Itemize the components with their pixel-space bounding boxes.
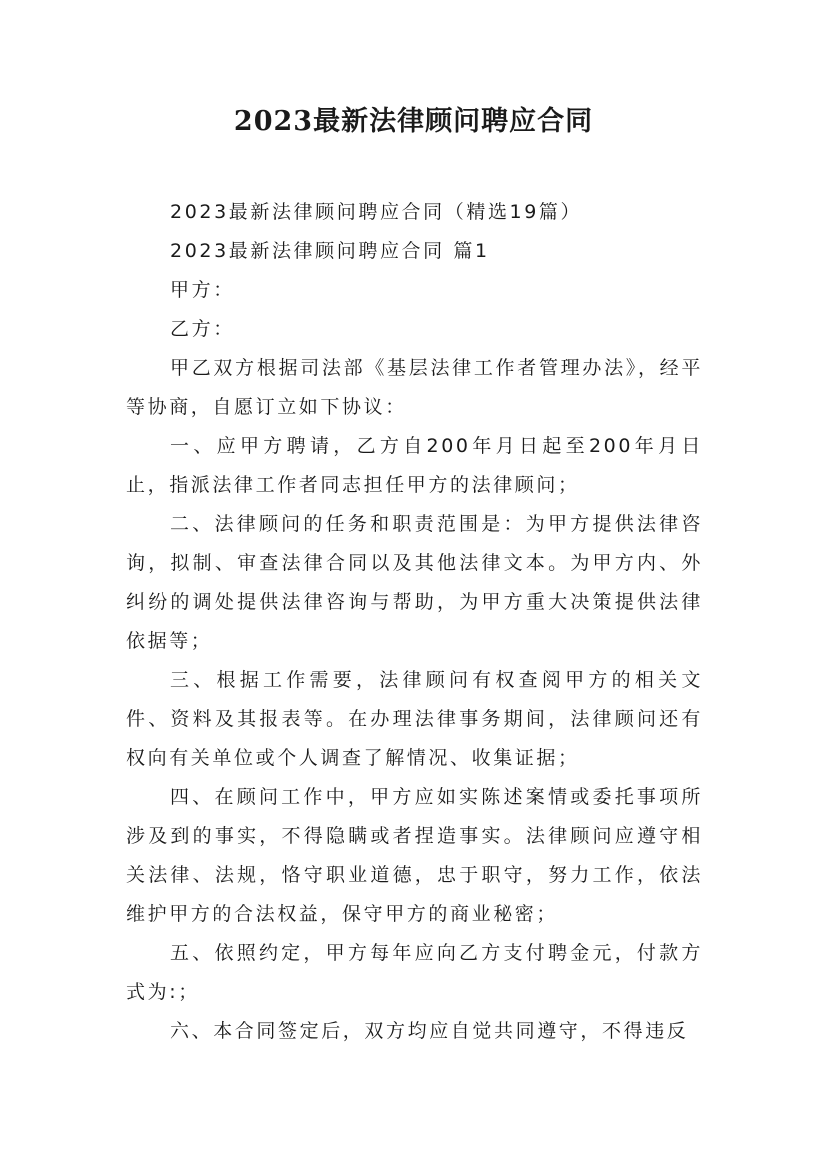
paragraph: 六、本合同签定后，双方均应自觉共同遵守，不得违反 (170, 1020, 689, 1042)
paragraph: 甲乙双方根据司法部《基层法律工作者管理办法》，经平等协商，自愿订立如下协议： (126, 357, 703, 418)
paragraph: 乙方： (170, 318, 235, 340)
paragraph: 四、在顾问工作中，甲方应如实陈述案情或委托事项所涉及到的事实，不得隐瞒或者捏造事实。法律顾问应遵守相关法律、法规，恪守职业道德，忠于职守，努力工作，依法维护甲方的合法权益，保守甲方的商业秘密； (126, 786, 703, 925)
document-body (126, 193, 703, 1051)
paragraph: 2023最新法律顾问聘应合同（精选19篇） (170, 201, 583, 223)
paragraph: 二、法律顾问的任务和职责范围是：为甲方提供法律咨询，拟制、审查法律合同以及其他法律文本。为甲方内、外纠纷的调处提供法律咨询与帮助，为甲方重大决策提供法律依据等； (126, 513, 703, 652)
paragraph: 一、应甲方聘请，乙方自200年月日起至200年月日止，指派法律工作者同志担任甲方的法律顾问； (126, 435, 703, 496)
document-title: 2023最新法律顾问聘应合同 (233, 106, 594, 137)
paragraph: 五、依照约定，甲方每年应向乙方支付聘金元，付款方式为:； (126, 942, 703, 1003)
paragraph: 甲方： (170, 279, 235, 301)
paragraph: 2023最新法律顾问聘应合同 篇1 (170, 240, 490, 262)
paragraph: 三、根据工作需要，法律顾问有权查阅甲方的相关文件、资料及其报表等。在办理法律事务期间，法律顾问还有权向有关单位或个人调查了解情况、收集证据； (126, 669, 703, 769)
